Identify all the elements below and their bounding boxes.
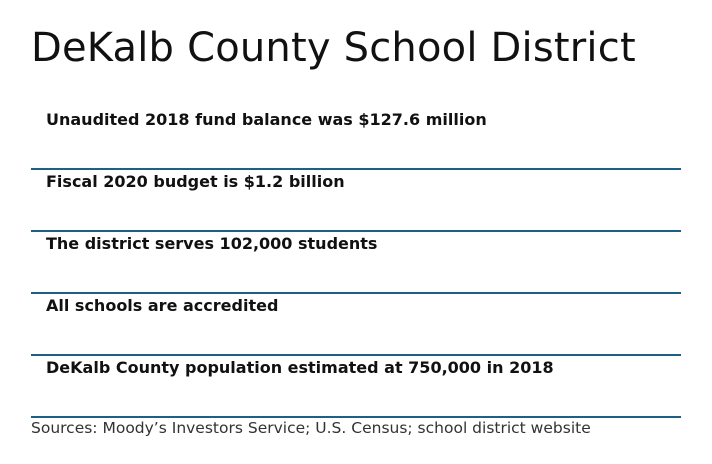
fact-row bbox=[31, 232, 681, 294]
fact-row bbox=[31, 294, 681, 356]
fact-row bbox=[31, 356, 681, 418]
fact-text: Unaudited 2018 fund balance was $127.6 million bbox=[46, 110, 487, 129]
fact-text: Fiscal 2020 budget is $1.2 billion bbox=[46, 172, 345, 191]
fact-text: DeKalb County population estimated at 750,000 in 2018 bbox=[46, 358, 554, 377]
fact-row bbox=[31, 108, 681, 170]
fact-text: The district serves 102,000 students bbox=[46, 234, 378, 253]
fact-text: All schools are accredited bbox=[46, 296, 279, 315]
source-note: Sources: Moody’s Investors Service; U.S. Census; school district website bbox=[31, 419, 591, 437]
page-title: DeKalb County School District bbox=[31, 25, 636, 71]
fact-row bbox=[31, 170, 681, 232]
facts-list bbox=[31, 108, 681, 418]
